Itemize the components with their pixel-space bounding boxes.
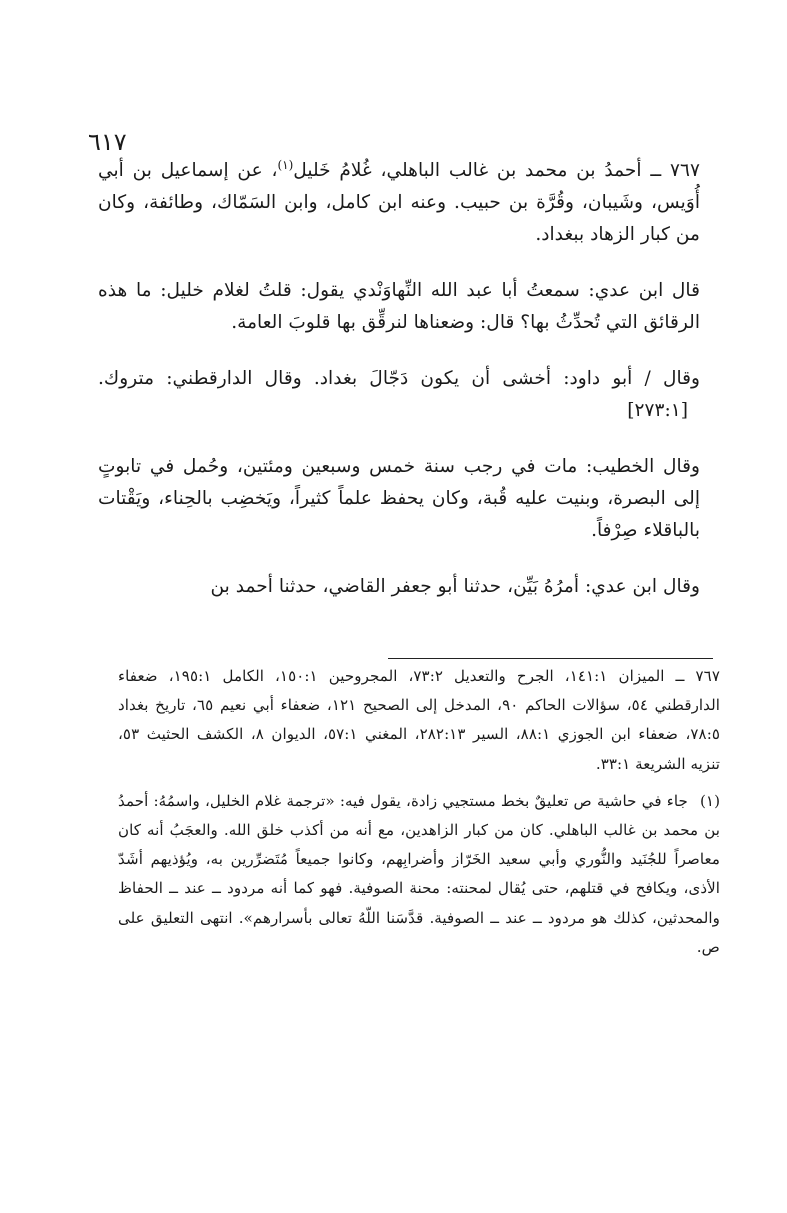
paragraph-ibn-adi-2: وقال ابن عدي: أمرُهُ بَيِّن، حدثنا أبو جعفر القاضي، حدثنا أحمد بن bbox=[210, 575, 700, 597]
sources-dash: ــ bbox=[675, 667, 685, 685]
paragraph-abu-dawud bbox=[98, 363, 700, 427]
footnote-text: جاء في حاشية ص تعليقٌ بخط مستجيي زادة، يقول فيه: «ترجمة غلام الخليل، واسمُهُ: أحمدُ بن محمد بن غالب الباهلي. كان من كبار الزاهدين، مع أنه من أكذب خلق الله. والعجَبُ أنه كان معاصراً للجُنَيد والنُّوري وأبي سعيد الخَرّاز وأضرابِهم، وكانوا جميعاً مُتَضرِّرين به، ويُؤذيهم أشَدّ الأذى، ويكافح في قتلهم، حتى يُقال لمحنته: محنة الصوفية. فهو كما أنه مردود ــ عند ــ الحفاظ والمحدثين، كذلك هو مردود ــ عند ــ الصوفية. قدَّسَنا اللّهُ تعالى بأسرارهم». انتهى التعليق على ص. bbox=[118, 791, 720, 956]
paragraph-abu-dawud-text: وقال / أبو داود: أخشى أن يكون دَجّالَ بغداد. وقال الدارقطني: متروك. bbox=[98, 368, 700, 390]
footnotes bbox=[118, 662, 720, 970]
entry-number: ٧٦٧ bbox=[670, 160, 700, 182]
margin-reference: [٢٧٣:١] bbox=[627, 400, 688, 421]
footnote-reference[interactable]: (١) bbox=[277, 158, 294, 172]
page-number: ٦١٧ bbox=[88, 128, 127, 156]
paragraph-khatib: وقال الخطيب: مات في رجب سنة خمس وسبعين ومئتين، وحُمل في تابوتٍ إلى البصرة، وبنيت عليه قُبة، وكان يحفظ علماً كثيراً، ويَخضِب بالحِناء، ويَقْتات بالباقلاء صِرْفاً. bbox=[98, 455, 700, 541]
entry-dash: ــ bbox=[650, 160, 662, 182]
main-text bbox=[98, 155, 700, 627]
sources-number: ٧٦٧ bbox=[695, 667, 720, 685]
paragraph-ibn-adi: قال ابن عدي: سمعتُ أبا عبد الله النِّهاوَنْدي يقول: قلتُ لغلام خليل: ما هذه الرقائق التي تُحدِّثُ بها؟ قال: وضعناها لنرقِّق بها قلوبَ العامة. bbox=[98, 280, 700, 334]
entry-heading-paragraph bbox=[98, 155, 700, 251]
footnote-1 bbox=[118, 787, 720, 962]
entry-name: أحمدُ بن محمد بن غالب الباهلي، غُلامُ خَليل bbox=[293, 160, 642, 182]
footnote-number: (١) bbox=[699, 791, 720, 810]
sources-note bbox=[118, 662, 720, 779]
entry-text: ، عن إسماعيل بن أبي أُوَيس، وشَيبان، وقُرَّة بن حبيب. وعنه ابن كامل، وابن السَمّاك، وطائفة، وكان من كبار الزهاد ببغداد. bbox=[98, 160, 700, 246]
footnote-divider bbox=[388, 658, 713, 659]
sources-text: الميزان ١٤١:١، الجرح والتعديل ٧٣:٢، المجروحين ١٥٠:١، الكامل ١٩٥:١، ضعفاء الدارقطني ٥٤، سؤالات الحاكم ٩٠، المدخل إلى الصحيح ١٢١، ضعفاء أبي نعيم ٦٥، تاريخ بغداد ٧٨:٥، ضعفاء ابن الجوزي ٨٨:١، السير ٢٨٢:١٣، المغني ٥٧:١، الديوان ٨، الكشف الحثيث ٥٣، تنزيه الشريعة ٣٣:١. bbox=[118, 667, 720, 773]
